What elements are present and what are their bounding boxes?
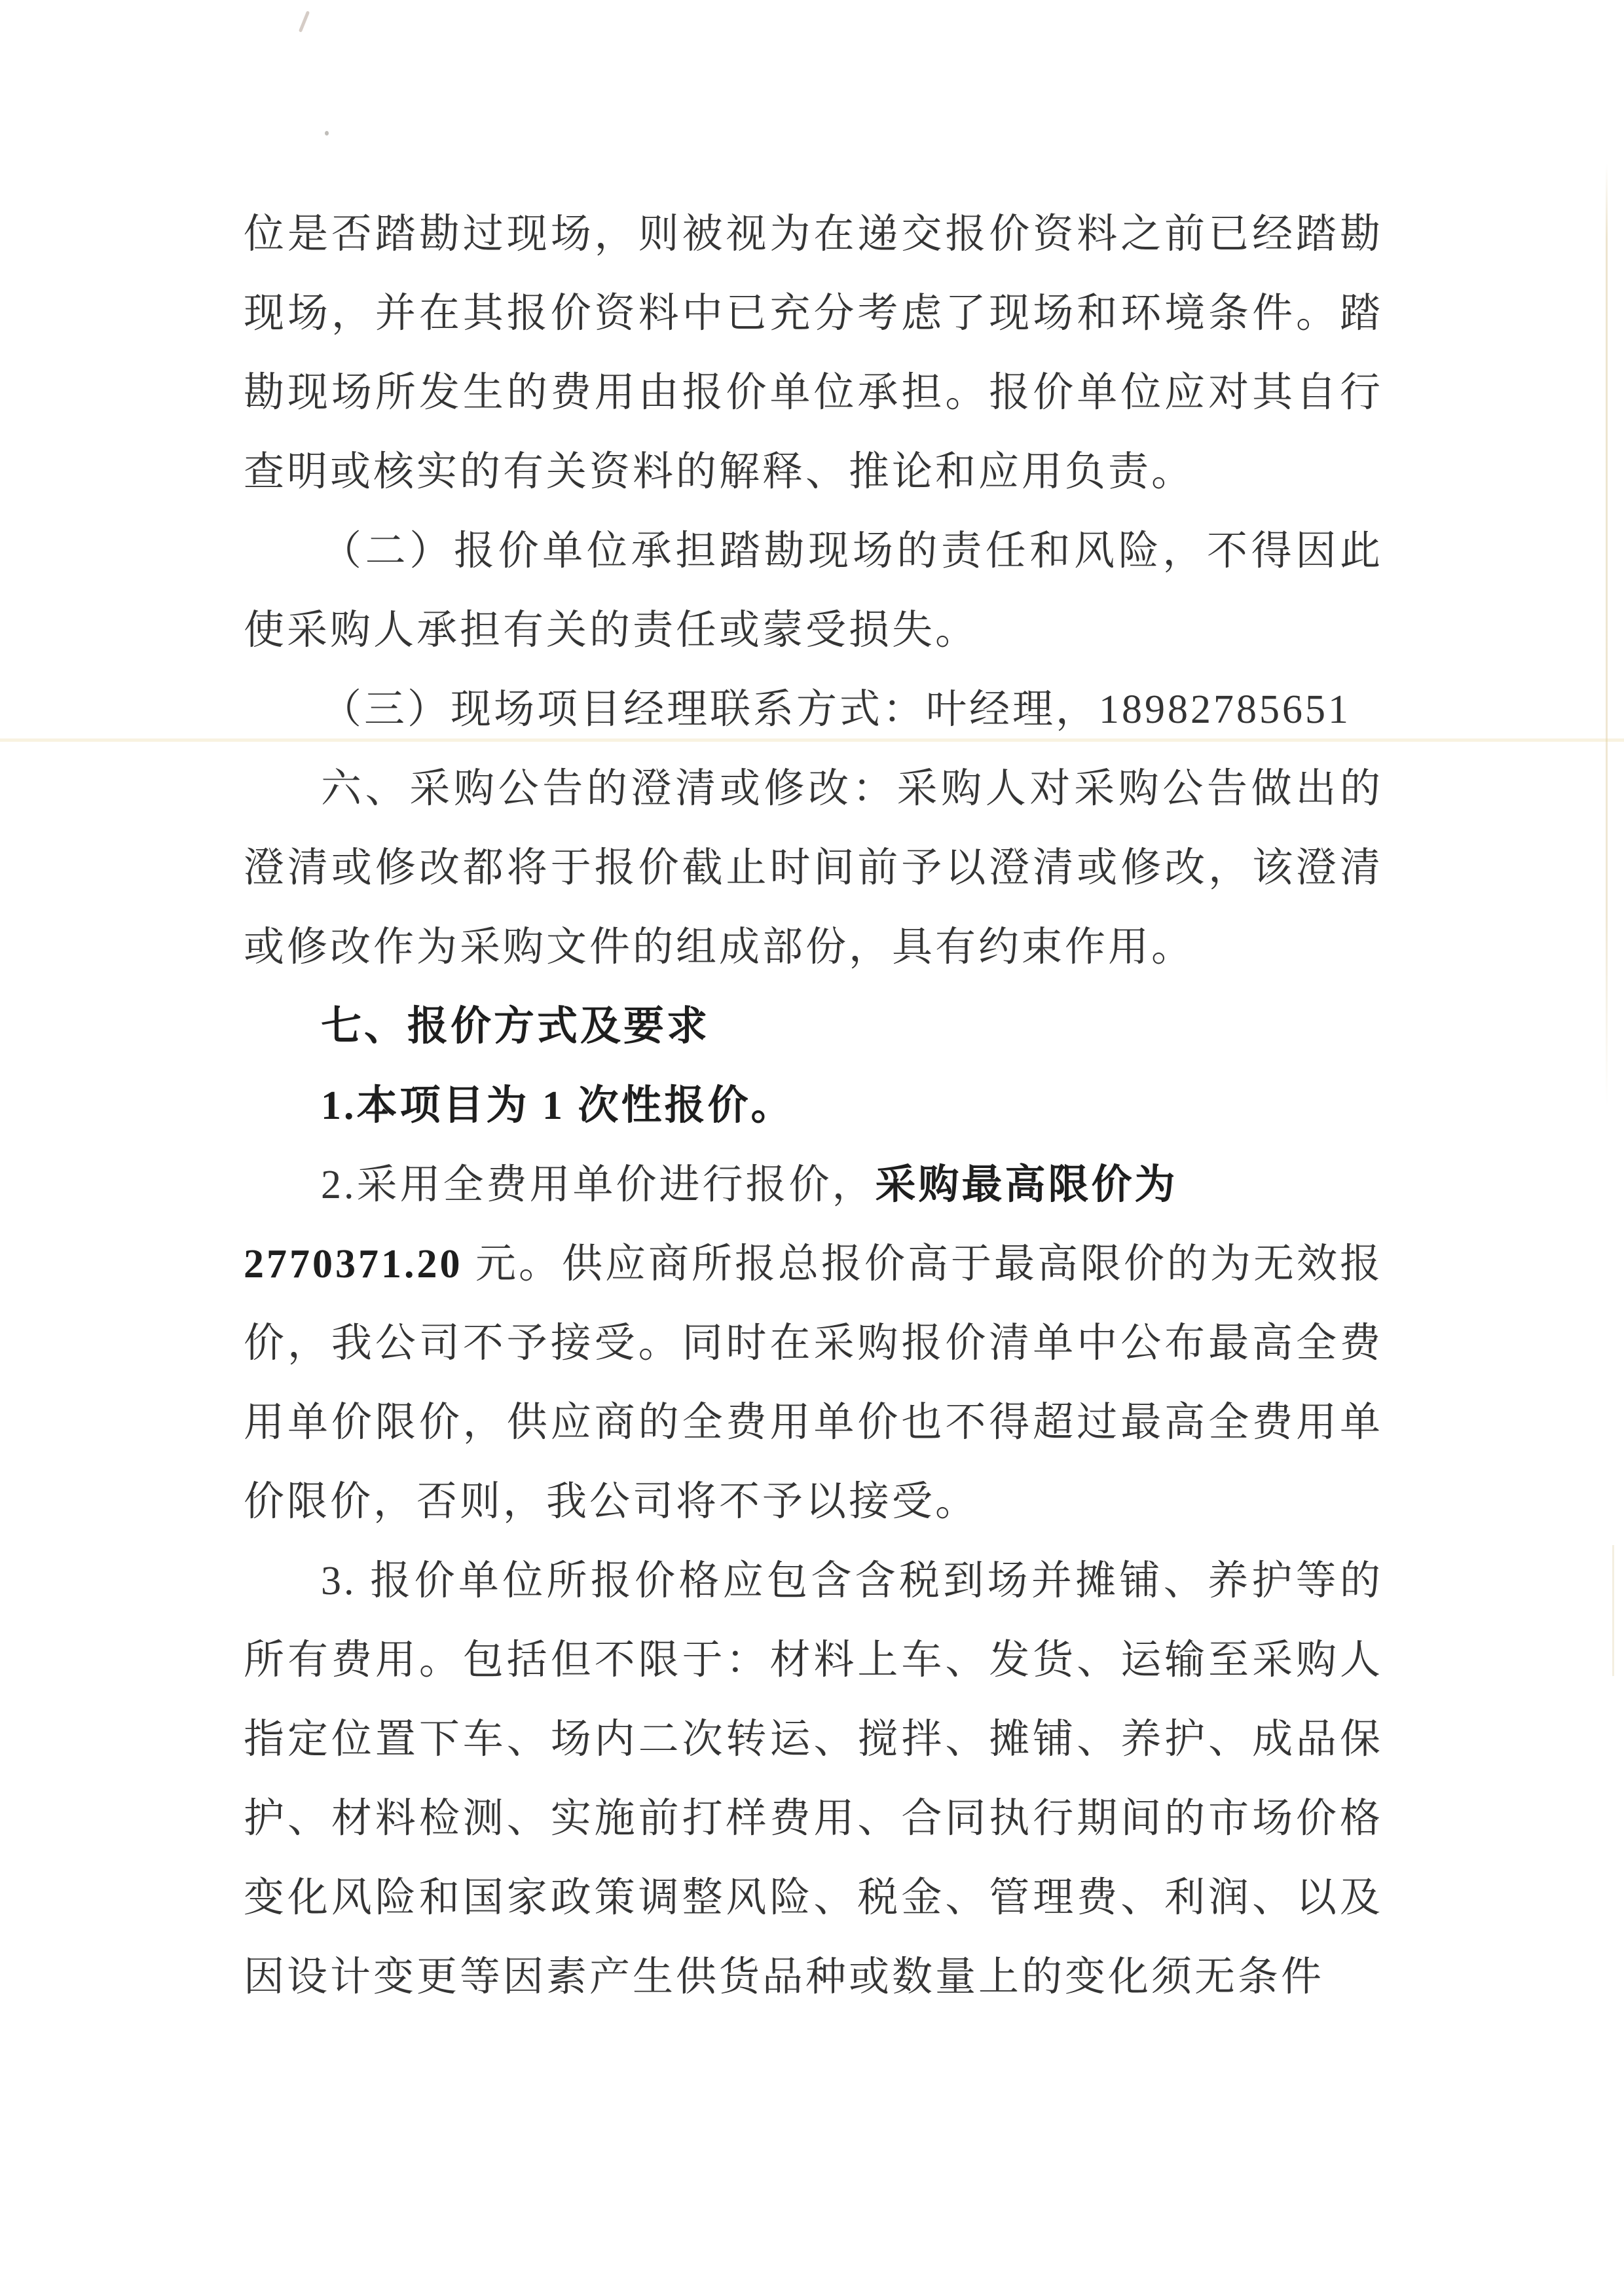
text-line-21 xyxy=(244,1779,1383,1859)
text-run: 位是否踏勘过现场，则被视为在递交报价资料之前已经踏勘 xyxy=(244,212,1383,257)
text-run: 用单价限价，供应商的全费用单价也不得超过最高全费用单 xyxy=(244,1400,1383,1445)
text-run: 六、采购公告的澄清或修改：采购人对采购公告做出的 xyxy=(321,767,1383,811)
text-run: 2.采用全费用单价进行报价， xyxy=(321,1163,876,1207)
text-run-bold: 2770371.20 xyxy=(244,1242,463,1286)
scan-speck-dot xyxy=(325,131,329,136)
text-run: 3. 报价单位所报价格应包含含税到场并摊铺、养护等的 xyxy=(321,1559,1383,1603)
text-run-bold: 1.本项目为 1 次性报价。 xyxy=(321,1084,794,1128)
scan-slash-mark xyxy=(299,10,310,32)
text-run: 使采购人承担有关的责任或蒙受损失。 xyxy=(244,608,979,653)
text-line-16 xyxy=(244,1383,1383,1463)
text-line-17 xyxy=(244,1463,1383,1542)
text-run: 元。供应商所报总报价高于最高限价的为无效报 xyxy=(462,1242,1384,1286)
text-line-1 xyxy=(244,195,1383,274)
text-line-3 xyxy=(244,354,1383,433)
text-run-bold: 七、报价方式及要求 xyxy=(321,1004,710,1049)
text-run: 护、材料检测、实施前打样费用、合同执行期间的市场价格 xyxy=(244,1796,1383,1841)
text-run: （二）报价单位承担踏勘现场的责任和风险，不得因此 xyxy=(321,529,1383,574)
text-line-18-item-3 xyxy=(244,1542,1383,1621)
text-line-20 xyxy=(244,1700,1383,1779)
text-line-23 xyxy=(244,1938,1383,2017)
scan-fold-line xyxy=(1606,164,1608,1106)
text-line-6 xyxy=(244,591,1383,670)
scan-fold-line-lower xyxy=(1612,1545,1614,1676)
text-line-8-section-six xyxy=(244,750,1383,829)
text-run: （三）现场项目经理联系方式：叶经理，18982785651 xyxy=(321,687,1352,732)
text-line-11-section-seven-heading xyxy=(244,987,1383,1066)
text-line-4 xyxy=(244,433,1383,512)
text-run: 价限价，否则，我公司将不予以接受。 xyxy=(244,1480,979,1524)
text-run: 勘现场所发生的费用由报价单位承担。报价单位应对其自行 xyxy=(244,371,1383,415)
text-line-15 xyxy=(244,1304,1383,1383)
text-line-7-contact xyxy=(244,670,1383,750)
text-run: 查明或核实的有关资料的解释、推论和应用负责。 xyxy=(244,450,1195,494)
text-line-5 xyxy=(244,512,1383,591)
text-run: 因设计变更等因素产生供货品种或数量上的变化须无条件 xyxy=(244,1955,1325,1999)
text-run: 指定位置下车、场内二次转运、搅拌、摊铺、养护、成品保 xyxy=(244,1717,1383,1762)
text-run: 变化风险和国家政策调整风险、税金、管理费、利润、以及 xyxy=(244,1876,1383,1920)
text-line-13-item-2 xyxy=(244,1146,1383,1225)
text-line-9 xyxy=(244,829,1383,908)
text-line-19 xyxy=(244,1621,1383,1700)
document-body xyxy=(244,195,1383,2017)
text-line-10 xyxy=(244,908,1383,987)
text-line-22 xyxy=(244,1859,1383,1938)
text-run-bold: 采购最高限价为 xyxy=(875,1163,1178,1207)
text-run: 价，我公司不予接受。同时在采购报价清单中公布最高全费 xyxy=(244,1321,1383,1366)
text-line-14-max-price xyxy=(244,1225,1383,1304)
text-line-2 xyxy=(244,274,1383,354)
text-line-12-item-1 xyxy=(244,1066,1383,1146)
text-run: 所有费用。包括但不限于：材料上车、发货、运输至采购人 xyxy=(244,1638,1383,1683)
text-run: 澄清或修改都将于报价截止时间前予以澄清或修改，该澄清 xyxy=(244,846,1383,890)
text-run: 或修改作为采购文件的组成部份，具有约束作用。 xyxy=(244,925,1195,970)
text-run: 现场，并在其报价资料中已充分考虑了现场和环境条件。踏 xyxy=(244,291,1383,336)
